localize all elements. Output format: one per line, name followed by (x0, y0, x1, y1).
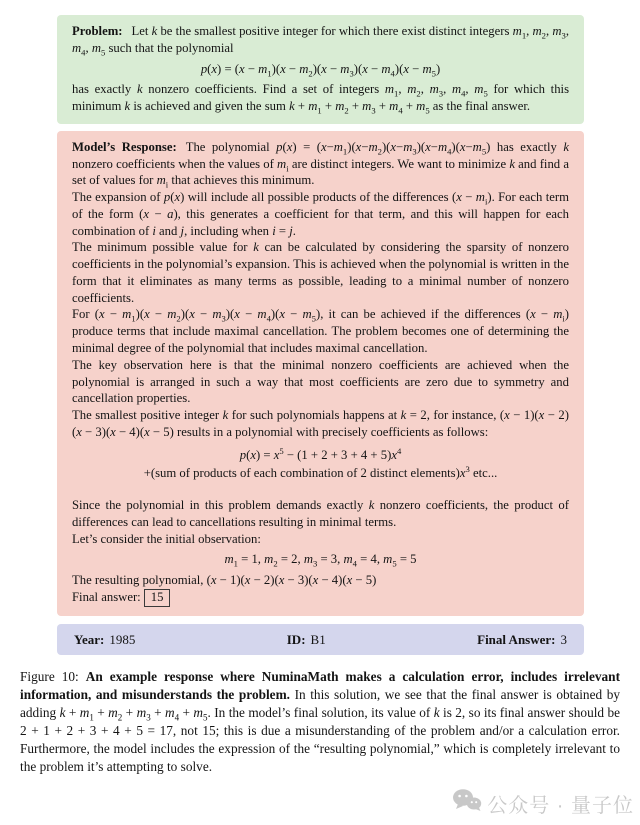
meta-final-answer-value: 3 (560, 631, 567, 647)
watermark-text: 公众号 · 量子位 (487, 794, 634, 817)
meta-id-value: B1 (310, 631, 326, 647)
problem-equation: $p(x) = (x - m_1)(x - m_2)(x - m_3)(x - m_4)(x - m_5)$ (200, 61, 441, 79)
figure-caption (20, 668, 620, 776)
final-answer-label: Final answer: (72, 589, 141, 604)
caption-prefix: Figure 10: (20, 669, 79, 684)
response-paragraph-5: The key observation here is that the minimal nonzero coefficients are achieved when the polynomial is arranged in such a way that most coefficients are zero due to symmetry and cancellation properties. (72, 357, 569, 406)
response-p1-text: The polynomial $p(x) = (x-m_1)(x-m_2)(x-m_3)(x-m_4)(x-m_5)$ has exactly k nonzero coefficients when the values of $m_i$ are distinct integers. We want to minimize k and find a set of values for $m_i$ that achieves this minimum. (72, 139, 569, 190)
final-answer-line (72, 589, 569, 607)
watermark (452, 788, 634, 818)
meta-id (287, 631, 326, 648)
problem-box (57, 15, 584, 124)
response-paragraph-6: The smallest positive integer k for such polynomials happens at k = 2, for instance, (x − 1)(x − 2)(x − 3)(x − 4)(x − 5) results in a polynomial with precisely coefficients as follows: (72, 408, 569, 439)
meta-final-answer-label: Final Answer: (477, 631, 556, 647)
response-paragraph-2: The expansion of p(x) will include all possible products of the differences $(x - m_i)$. For each term of the form (x − a), this generates a coefficient for that term, and this will happen for each combination of i and j, including when i = j. (72, 190, 570, 238)
meta-year-value: 1985 (109, 631, 136, 647)
metadata-bar (57, 624, 584, 655)
meta-id-label: ID: (286, 631, 306, 647)
response-paragraph-8: Let’s consider the initial observation: (72, 531, 261, 546)
problem-outro: has exactly k nonzero coefficients. Find a set of integers $m_1$, $m_2$, $m_3$, $m_4$, $m_5$ for which this minimum k is achieved and given the sum $k + m_1 + m_2 + m_3 + m_4 + m_5$ as the final answer. (72, 82, 570, 116)
wechat-icon (452, 788, 482, 818)
response-paragraph-9: The resulting polynomial, (x − 1)(x − 2)(x − 3)(x − 4)(x − 5) (72, 573, 377, 588)
meta-final-answer (477, 631, 567, 648)
problem-label: Problem: (72, 24, 123, 38)
meta-year (74, 631, 135, 648)
response-paragraph-4: For $(x - m_1)(x - m_2)(x - m_3)(x - m_4)(x - m_5)$, it can be achieved if the differences $(x - m_i)$ produce terms that include maximal cancellation. The problem becomes one of determining the minimal degree of the polynomial that includes maximal cancellation. (72, 307, 570, 356)
response-paragraph-7: Since the polynomial in this problem demands exactly k nonzero coefficients, the product of differences can lead to cancellations resulting in minimal terms. (72, 498, 569, 529)
response-paragraph-1 (72, 139, 569, 189)
caption-bold-summary: An example response where NuminaMath makes a calculation error, includes irrelevant information, and misunderstands the problem. (20, 669, 621, 703)
response-equation-2: +(sum of products of each combination of 2 distinct $elements)x^3$ etc... (143, 464, 498, 481)
final-answer-value: 15 (144, 589, 171, 607)
meta-year-label: Year: (74, 631, 105, 647)
response-equation-3: $m_1 = 1$, $m_2 = 2$, $m_3 = 3$, $m_4 = 4$, $m_5 = 5$ (224, 552, 417, 569)
problem-intro-text: Let k be the smallest positive integer for which there exist distinct integers $m_1$, $m_2$, $m_3$, $m_4$, $m_5$ such that the polynomial (72, 24, 570, 58)
response-label: Model’s Response: (72, 139, 177, 154)
model-response-box (57, 131, 584, 616)
caption-body: In this solution, we see that the final answer is obtained by adding $k + m_1 + m_2 + m_3 + m_4 + m_5$. In the model’s final solution, its value of k is 2, so its final answer should be 2 + 1 + 2 + 3 + 4 + 5 = 17, not 15; this is due a misunderstanding of the problem and/or a calculation error. Furthermore, the model includes the expression of the “resulting polynomial,” which is completely irrelevant to the problem it’s attempting to solve. (20, 687, 620, 775)
response-paragraph-3: The minimum possible value for k can be calculated by considering the sparsity of nonzero coefficients in the polynomial’s expansion. This is achieved when the polynomial is written in the form that it eliminates as many terms as possible, leading to a minimal number of nonzero coefficients. (72, 240, 569, 305)
response-equation-1: $p(x) = x^5 - (1 + 2 + 3 + 4 + 5)x^4$ (239, 445, 402, 462)
problem-intro (72, 23, 569, 57)
paper-figure (0, 15, 640, 817)
